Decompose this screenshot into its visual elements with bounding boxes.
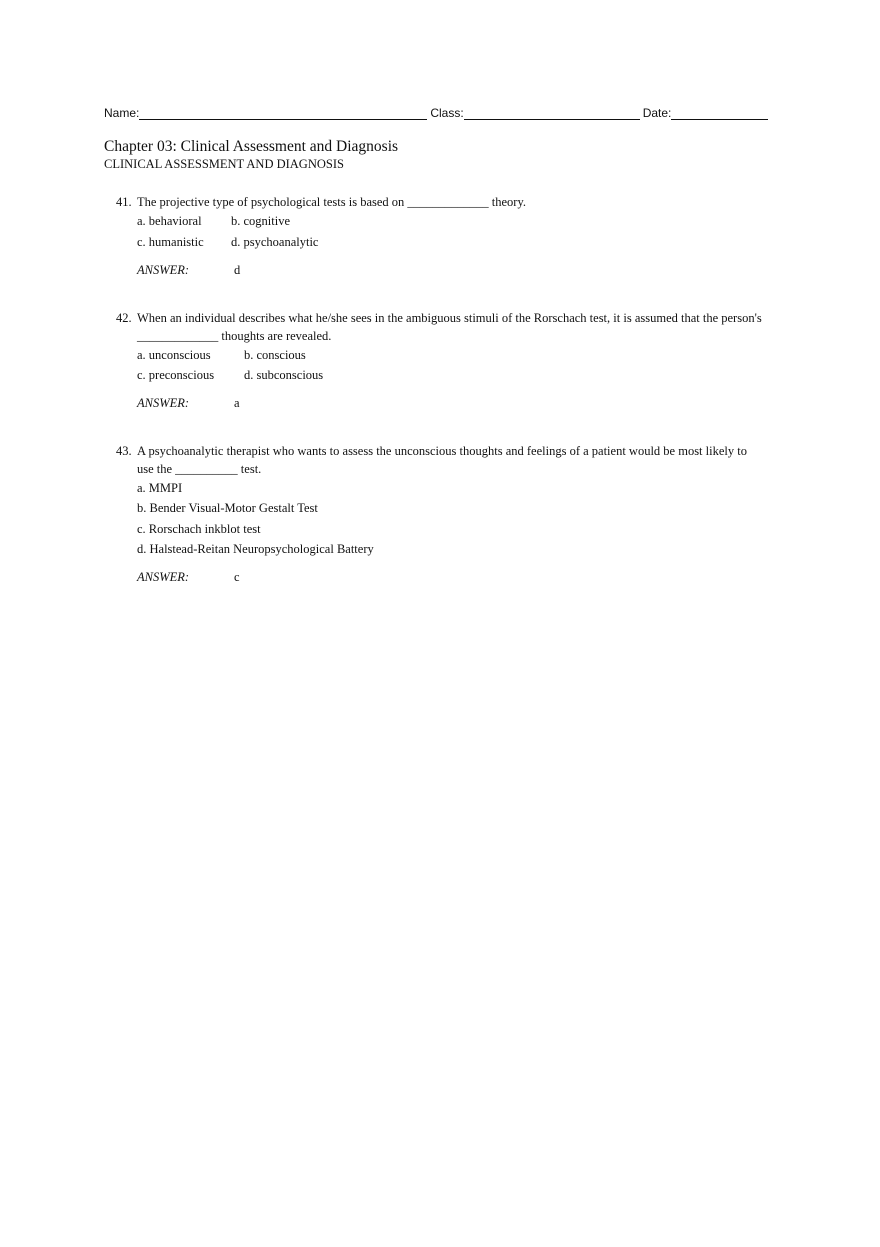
date-label: Date: <box>642 106 672 120</box>
option-d: d. subconscious <box>244 368 324 382</box>
answer-label: ANSWER: <box>137 570 190 584</box>
answer-options <box>137 345 776 386</box>
answer-label: ANSWER: <box>137 396 190 410</box>
option-b: b. cognitive <box>231 214 291 228</box>
answer-value: c <box>234 570 240 584</box>
option-c: c. Rorschach inkblot test <box>137 521 261 536</box>
question-43 <box>116 443 776 587</box>
option-c: c. preconscious <box>137 368 215 382</box>
option-b: b. Bender Visual-Motor Gestalt Test <box>137 501 318 515</box>
option-a: a. unconscious <box>137 347 211 362</box>
answer-value: d <box>234 262 241 277</box>
question-42 <box>116 310 776 413</box>
option-a: a. behavioral <box>137 214 202 228</box>
question-41 <box>116 194 776 279</box>
question-stem: When an individual describes what he/she sees in the ambiguous stimuli of the Rorschach test, it is assumed that the person's _____________ thoughts are revealed. <box>137 311 762 343</box>
option-c: c. humanistic <box>137 234 204 249</box>
option-a: a. MMPI <box>137 480 183 495</box>
answer-line <box>137 262 776 280</box>
section-title: CLINICAL ASSESSMENT AND DIAGNOSIS <box>104 157 344 171</box>
option-d: d. Halstead-Reitan Neuropsychological Battery <box>137 542 374 556</box>
answer-value: a <box>234 396 240 410</box>
name-field-line[interactable] <box>139 105 427 120</box>
answer-line <box>137 395 776 413</box>
class-field-line[interactable] <box>464 105 640 120</box>
class-label: Class: <box>430 106 464 120</box>
question-number: 41. <box>116 195 132 209</box>
option-b: b. conscious <box>244 347 306 362</box>
answer-label: ANSWER: <box>137 262 190 277</box>
option-d: d. psychoanalytic <box>231 234 319 249</box>
question-number: 42. <box>116 311 132 325</box>
date-field-line[interactable] <box>671 105 768 120</box>
question-stem: The projective type of psychological tests is based on _____________ theory. <box>137 195 527 209</box>
name-label: Name: <box>104 106 140 120</box>
answer-line <box>137 569 776 587</box>
student-info-header <box>104 105 776 120</box>
answer-options <box>137 212 776 253</box>
question-stem: A psychoanalytic therapist who wants to assess the unconscious thoughts and feelings of a patient would be most likely to use the __________ test. <box>137 444 747 476</box>
question-number: 43. <box>116 444 132 458</box>
chapter-title: Chapter 03: Clinical Assessment and Diagnosis <box>104 138 399 155</box>
answer-options <box>137 478 776 560</box>
